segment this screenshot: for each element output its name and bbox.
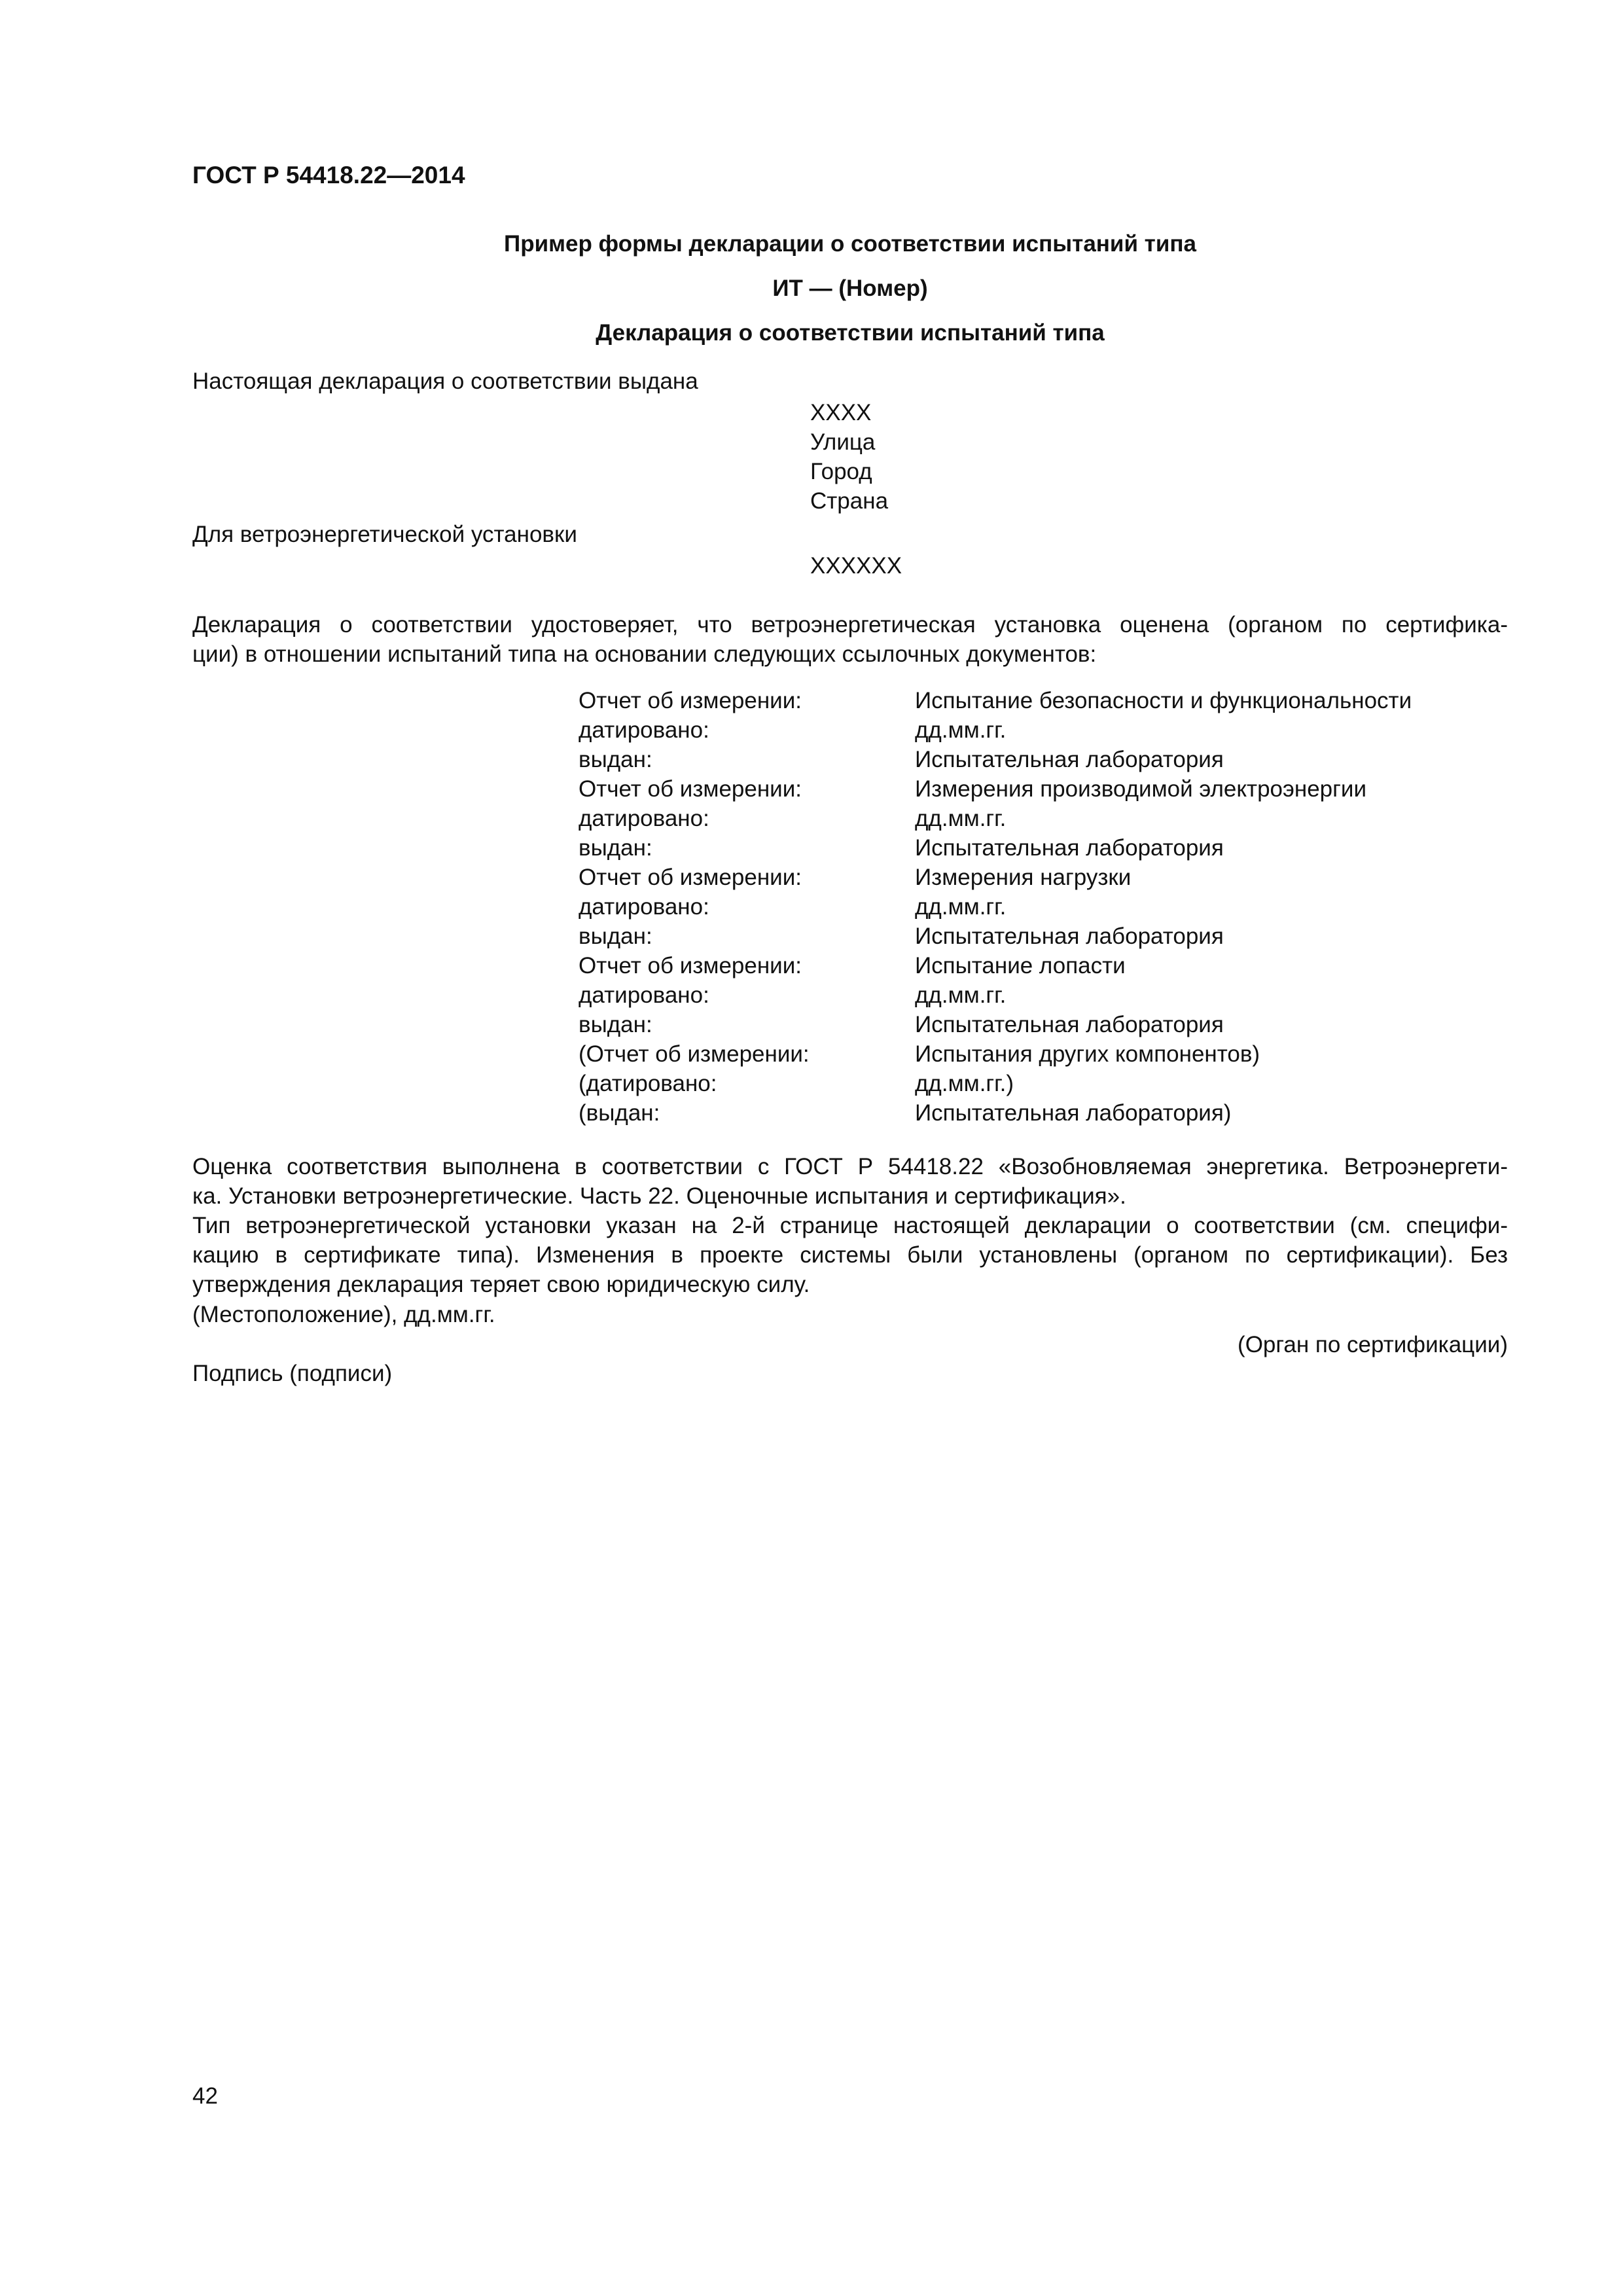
reference-label: выдан: xyxy=(579,924,652,949)
reference-label: (Отчет об измерении: xyxy=(579,1041,810,1067)
reference-value: Испытательная лаборатория xyxy=(915,747,1224,772)
reference-label: выдан: xyxy=(579,747,652,772)
location-date: (Местоположение), дд.мм.гг. xyxy=(192,1302,495,1327)
reference-row xyxy=(579,951,1412,980)
signature-line: Подпись (подписи) xyxy=(192,1361,393,1386)
reference-label: датировано: xyxy=(579,982,709,1008)
reference-value: Измерения производимой электроэнергии xyxy=(915,776,1367,802)
wind-turbine-model: XXXXXX xyxy=(810,553,902,579)
address-block xyxy=(810,398,888,516)
reference-label: датировано: xyxy=(579,894,709,920)
address-street: Улица xyxy=(810,429,876,455)
paragraph-line: Тип ветроэнергетической установки указан на 2-й странице настоящей декларации о соответствии (см. специфи- xyxy=(192,1213,1508,1238)
assessment-paragraph xyxy=(192,1152,1508,1299)
certification-body: (Орган по сертификации) xyxy=(1238,1332,1508,1357)
page-number: 42 xyxy=(192,2083,218,2109)
address-company: XXXX xyxy=(810,400,872,425)
reference-label: выдан: xyxy=(579,835,652,861)
reference-value: Измерения нагрузки xyxy=(915,865,1132,890)
reference-row xyxy=(579,892,1412,922)
paragraph-line: Оценка соответствия выполнена в соответствии с ГОСТ Р 54418.22 «Возобновляемая энергетика. Ветроэнергети- xyxy=(192,1154,1508,1179)
reference-row xyxy=(579,774,1412,804)
declaration-paragraph xyxy=(192,610,1508,669)
reference-row xyxy=(579,804,1412,833)
paragraph-line: кацию в сертификате типа). Изменения в проекте системы были установлены (органом по сертификации). Без xyxy=(192,1242,1508,1268)
reference-value: Испытания других компонентов) xyxy=(915,1041,1260,1067)
reference-row xyxy=(579,1039,1412,1069)
reference-row xyxy=(579,1069,1412,1098)
reference-value: Испытательная лаборатория xyxy=(915,1012,1224,1037)
reference-row xyxy=(579,980,1412,1010)
declaration-title: Декларация о соответствии испытаний типа xyxy=(596,320,1105,346)
paragraph-line: Декларация о соответствии удостоверяет, что ветроэнергетическая установка оценена (органом по сертифика- xyxy=(192,612,1508,637)
reference-value: дд.мм.гг.) xyxy=(915,1071,1014,1096)
paragraph-line: ка. Установки ветроэнергетические. Часть 22. Оценочные испытания и сертификация». xyxy=(192,1183,1126,1209)
reference-documents-list xyxy=(579,686,1412,1128)
reference-label: датировано: xyxy=(579,717,709,743)
reference-row xyxy=(579,863,1412,892)
reference-value: Испытание безопасности и функциональности xyxy=(915,688,1412,713)
form-example-title: Пример формы декларации о соответствии испытаний типа xyxy=(504,231,1196,257)
reference-label: Отчет об измерении: xyxy=(579,953,802,978)
paragraph-line: утверждения декларация теряет свою юридическую силу. xyxy=(192,1272,810,1297)
declaration-number: ИТ — (Номер) xyxy=(772,276,928,301)
reference-row xyxy=(579,686,1412,715)
reference-value: дд.мм.гг. xyxy=(915,717,1007,743)
reference-row xyxy=(579,922,1412,951)
reference-row xyxy=(579,833,1412,863)
reference-value: Испытательная лаборатория xyxy=(915,924,1224,949)
reference-value: дд.мм.гг. xyxy=(915,894,1007,920)
wind-turbine-label: Для ветроэнергетической установки xyxy=(192,522,577,547)
reference-value: Испытание лопасти xyxy=(915,953,1126,978)
reference-value: дд.мм.гг. xyxy=(915,806,1007,831)
reference-value: дд.мм.гг. xyxy=(915,982,1007,1008)
reference-row xyxy=(579,1010,1412,1039)
address-country: Страна xyxy=(810,488,889,514)
issued-to-label: Настоящая декларация о соответствии выдана xyxy=(192,368,698,394)
reference-row xyxy=(579,1098,1412,1128)
reference-label: датировано: xyxy=(579,806,709,831)
reference-label: (выдан: xyxy=(579,1100,660,1126)
address-city: Город xyxy=(810,459,872,484)
reference-row xyxy=(579,715,1412,745)
reference-value: Испытательная лаборатория) xyxy=(915,1100,1232,1126)
paragraph-line: ции) в отношении испытаний типа на основании следующих ссылочных документов: xyxy=(192,641,1097,667)
reference-label: Отчет об измерении: xyxy=(579,865,802,890)
standard-header: ГОСТ Р 54418.22—2014 xyxy=(192,162,465,188)
reference-label: Отчет об измерении: xyxy=(579,776,802,802)
reference-value: Испытательная лаборатория xyxy=(915,835,1224,861)
reference-label: (датировано: xyxy=(579,1071,717,1096)
reference-row xyxy=(579,745,1412,774)
reference-label: Отчет об измерении: xyxy=(579,688,802,713)
reference-label: выдан: xyxy=(579,1012,652,1037)
